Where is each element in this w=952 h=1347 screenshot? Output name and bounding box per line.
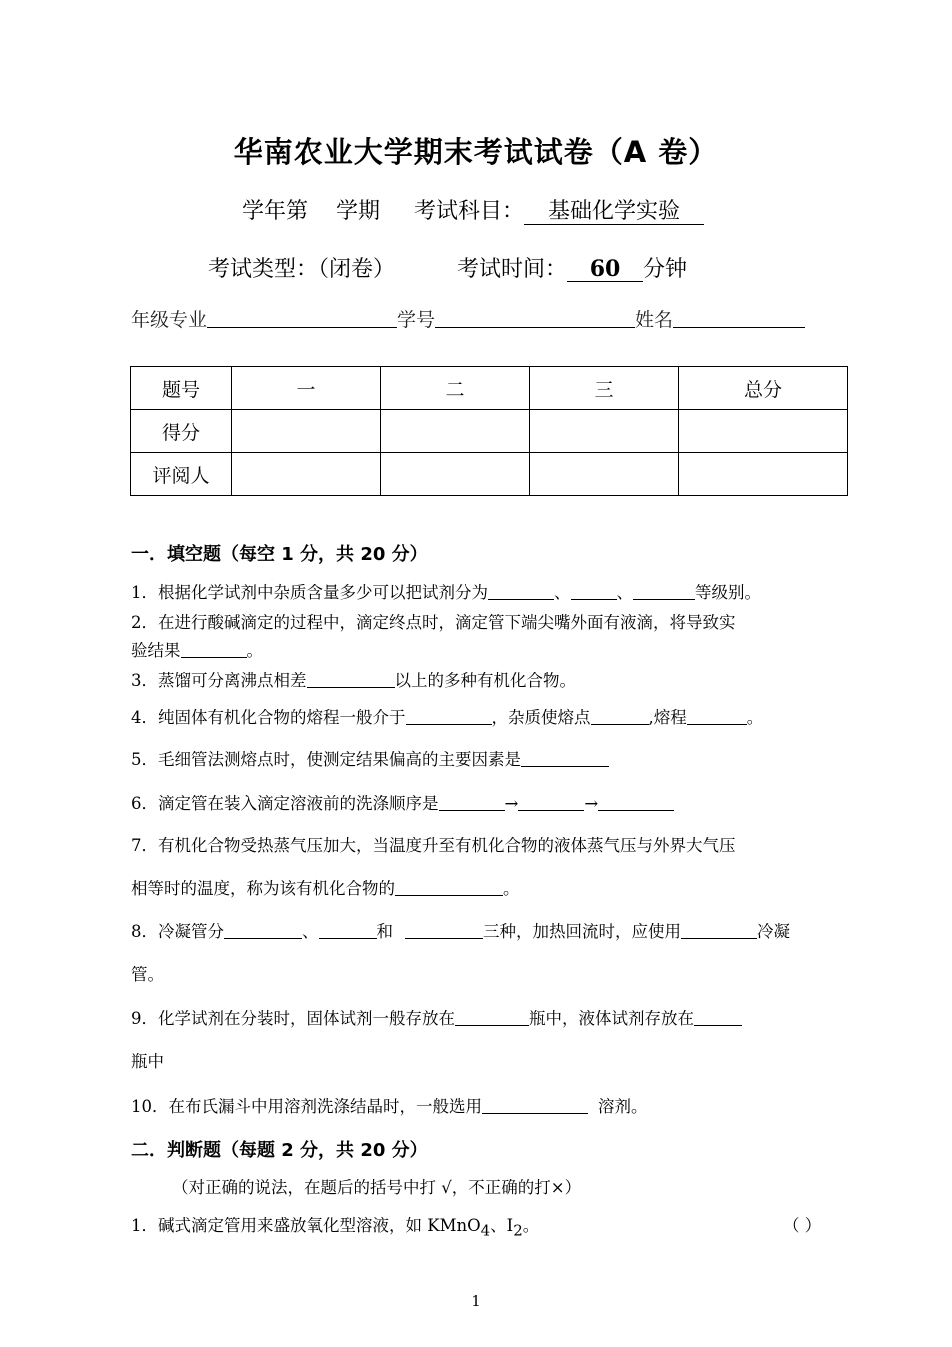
subject-value: 基础化学实验 — [524, 200, 704, 225]
q1-sep: 、 — [616, 583, 633, 602]
time-unit: 分钟 — [643, 257, 688, 282]
q6-blank-1[interactable] — [439, 794, 505, 812]
score-cell[interactable] — [679, 410, 848, 453]
q8-sep: 、 — [302, 922, 319, 941]
grade-blank[interactable] — [207, 308, 397, 328]
q8-sep: 和 — [376, 922, 393, 941]
exam-title: 华南农业大学期末考试试卷（A 卷） — [233, 135, 719, 169]
term-label: 学期 — [336, 199, 381, 224]
q4-blank-2[interactable] — [591, 708, 649, 726]
question-3 — [131, 667, 576, 691]
exam-type-line — [208, 252, 687, 283]
exam-type: 考试类型：（闭卷） — [208, 257, 396, 282]
q5-blank[interactable] — [521, 750, 609, 768]
row-label: 评阅人 — [131, 453, 232, 496]
header-cell: 三 — [530, 367, 679, 410]
year-label: 学年第 — [242, 199, 309, 224]
jq1-text-end: 。 — [522, 1216, 540, 1235]
id-blank[interactable] — [435, 308, 635, 328]
section2-heading: 二．判断题（每题 2 分，共 20 分） — [131, 1140, 428, 1161]
q6-text: 6．滴定管在装入滴定溶液前的洗涤顺序是 — [131, 794, 439, 813]
q1-blank-1[interactable] — [488, 583, 554, 601]
q5-text: 5．毛细管法测熔点时，使测定结果偏高的主要因素是 — [131, 750, 521, 769]
question-6 — [131, 790, 674, 814]
question-8 — [131, 918, 790, 942]
q9-blank-2[interactable] — [694, 1009, 742, 1027]
q1-text: 1．根据化学试剂中杂质含量多少可以把试剂分为 — [131, 583, 488, 602]
time-value: 60 — [567, 257, 643, 282]
q4-text: 4．纯固体有机化合物的熔程一般介于 — [131, 708, 406, 727]
judge-question-1 — [131, 1212, 539, 1239]
q4-blank-1[interactable] — [406, 708, 492, 726]
student-info-line — [131, 305, 805, 332]
q2-text-end: 。 — [246, 641, 263, 660]
header-cell: 总分 — [679, 367, 848, 410]
question-10 — [131, 1093, 648, 1117]
q3-text-end: 以上的多种有机化合物。 — [394, 671, 576, 690]
question-9 — [131, 1005, 742, 1029]
reviewer-cell[interactable] — [679, 453, 848, 496]
name-label: 姓名 — [635, 309, 674, 331]
question-9-cont — [131, 1048, 164, 1072]
time-label: 考试时间： — [457, 257, 568, 282]
header-cell: 二 — [381, 367, 530, 410]
jq1-text-mid: 、I — [490, 1216, 514, 1235]
table-row — [131, 367, 848, 410]
q8-blank-2[interactable] — [319, 922, 377, 940]
q8-blank-1[interactable] — [224, 922, 302, 940]
jq1-subscript: 2 — [513, 1221, 523, 1240]
jq1-answer-paren[interactable]: （ ） — [783, 1216, 822, 1235]
q8-blank-4[interactable] — [681, 922, 757, 940]
grade-label: 年级专业 — [131, 309, 208, 331]
q2-text: 2．在进行酸碱滴定的过程中，滴定终点时，滴定管下端尖嘴外面有液滴，将导致实 — [131, 613, 736, 632]
score-cell[interactable] — [530, 410, 679, 453]
table-row — [131, 453, 848, 496]
q10-text-end: 溶剂。 — [598, 1097, 648, 1116]
question-1 — [131, 579, 761, 603]
score-table — [130, 366, 848, 496]
arrow-icon: → — [504, 794, 519, 813]
q3-text: 3．蒸馏可分离沸点相差 — [131, 671, 307, 690]
q6-blank-3[interactable] — [598, 794, 674, 812]
q1-text-end: 等级别。 — [695, 583, 761, 602]
section1-heading: 一．填空题（每空 1 分，共 20 分） — [131, 544, 428, 565]
reviewer-cell[interactable] — [530, 453, 679, 496]
name-blank[interactable] — [673, 308, 805, 328]
row-label: 得分 — [131, 410, 232, 453]
question-2-cont — [131, 637, 263, 661]
jq1-text: 1．碱式滴定管用来盛放氧化型溶液，如 KMnO — [131, 1216, 481, 1235]
q2-blank[interactable] — [181, 641, 247, 659]
q8-text: 8．冷凝管分 — [131, 922, 224, 941]
section2-note: （对正确的说法，在题后的括号中打 √，不正确的打×） — [172, 1178, 582, 1197]
id-label: 学号 — [397, 309, 436, 331]
q8-blank-3[interactable] — [405, 922, 483, 940]
q10-blank[interactable] — [482, 1097, 588, 1115]
question-2 — [131, 609, 736, 633]
q7-blank[interactable] — [395, 879, 503, 897]
q1-blank-3[interactable] — [633, 583, 695, 601]
q8-text-cont: 管。 — [131, 965, 164, 984]
q7-text: 7．有机化合物受热蒸气压加大，当温度升至有机化合物的液体蒸气压与外界大气压 — [131, 836, 736, 855]
q8-text-mid: 三种，加热回流时，应使用 — [483, 922, 681, 941]
q1-sep: 、 — [554, 583, 571, 602]
subject-line — [242, 194, 704, 225]
score-cell[interactable] — [381, 410, 530, 453]
q2-text-cont: 验结果 — [131, 641, 181, 660]
q4-text-mid: ，杂质使熔点 — [491, 708, 591, 727]
q9-text-mid: 瓶中，液体试剂存放在 — [529, 1009, 694, 1028]
score-cell[interactable] — [232, 410, 381, 453]
q4-text-mid2: ,熔程 — [648, 708, 687, 727]
subject-label: 考试科目： — [414, 199, 525, 224]
q4-blank-3[interactable] — [687, 708, 747, 726]
reviewer-cell[interactable] — [232, 453, 381, 496]
header-cell: 题号 — [131, 367, 232, 410]
question-7 — [131, 832, 736, 856]
q6-blank-2[interactable] — [518, 794, 584, 812]
q7-text-end: 。 — [503, 879, 520, 898]
q1-blank-2[interactable] — [571, 583, 617, 601]
question-7-cont — [131, 875, 520, 899]
q9-blank-1[interactable] — [455, 1009, 529, 1027]
q10-text: 10．在布氏漏斗中用溶剂洗涤结晶时，一般选用 — [131, 1097, 482, 1116]
q9-text-cont: 瓶中 — [131, 1052, 164, 1071]
reviewer-cell[interactable] — [381, 453, 530, 496]
q3-blank[interactable] — [307, 671, 395, 689]
header-cell: 一 — [232, 367, 381, 410]
q7-text-cont: 相等时的温度，称为该有机化合物的 — [131, 879, 395, 898]
arrow-icon: → — [584, 794, 599, 813]
question-4 — [131, 704, 763, 728]
question-5 — [131, 746, 609, 770]
question-8-cont — [131, 961, 164, 985]
table-row — [131, 410, 848, 453]
q9-text: 9．化学试剂在分装时，固体试剂一般存放在 — [131, 1009, 455, 1028]
q8-text-end: 冷凝 — [757, 922, 790, 941]
jq1-subscript: 4 — [480, 1221, 491, 1240]
page-number: 1 — [471, 1292, 481, 1310]
q4-text-end: 。 — [746, 708, 764, 727]
